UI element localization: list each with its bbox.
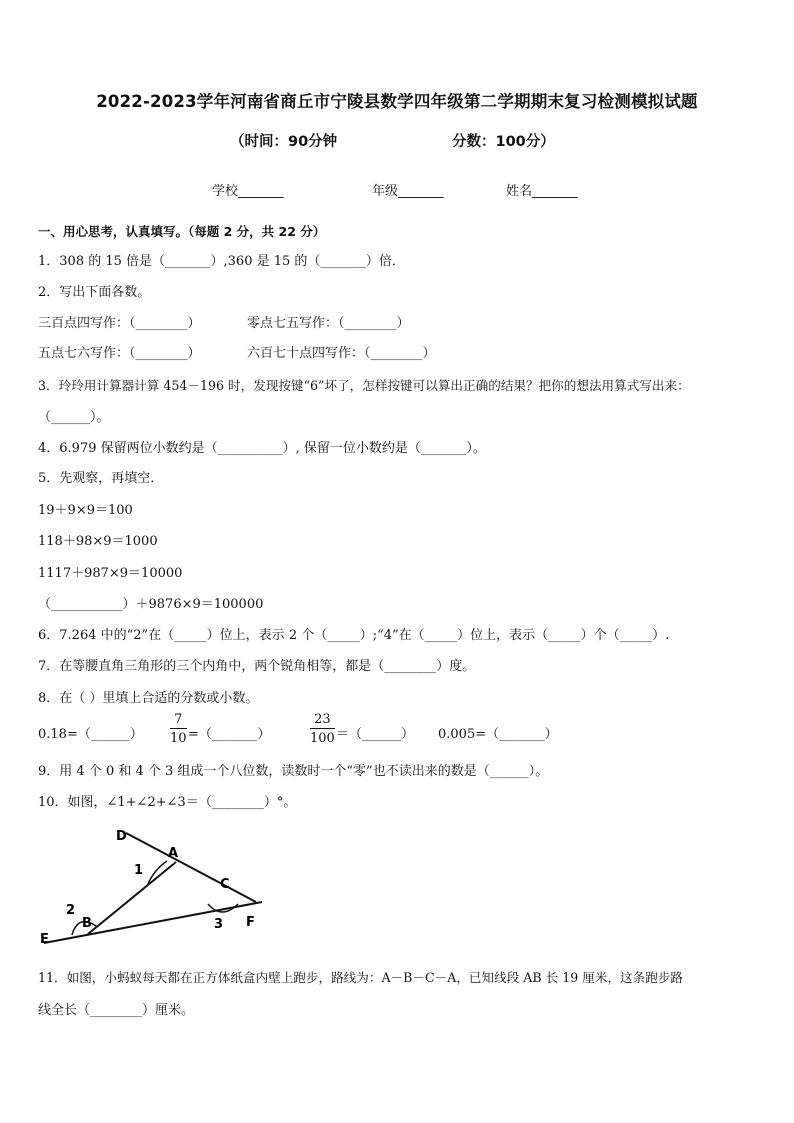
question-10: 10．如图，∠1+∠2+∠3＝（________）°。 — [38, 795, 297, 810]
label-angle-2: 2 — [66, 903, 76, 918]
question-3-line2: （______）。 — [38, 410, 110, 425]
question-2b: 零点七五写作：（________） — [247, 316, 410, 331]
question-8: 8．在（ ）里填上合适的分数或小数。 — [38, 691, 259, 706]
question-5-eq4: （___________）＋9876×9＝100000 — [38, 597, 264, 612]
fraction-bar — [170, 728, 187, 729]
question-1: 1．308 的 15 倍是（_______）,360 是 15 的（_______）倍． — [38, 254, 405, 269]
question-11-line2: 线全长（________）厘米。 — [38, 1003, 195, 1018]
question-8b: =（_______） — [188, 727, 271, 742]
question-8c: ＝（______） — [336, 727, 415, 742]
label-a: A — [168, 846, 179, 861]
question-6: 6．7.264 中的“2”在（_____）位上，表示 2 个（_____）;“4”在（_____）位上，表示（_____）个（_____）. — [38, 628, 670, 643]
line-dc — [126, 833, 256, 902]
question-9: 9．用 4 个 0 和 4 个 3 组成一个八位数，读数时一个“零”也不读出来的数是（______）。 — [38, 764, 549, 779]
label-f: F — [246, 915, 255, 930]
label-c: C — [220, 877, 230, 892]
question-7: 7．在等腰直角三角形的三个内角中，两个锐角相等，都是（________）度。 — [38, 659, 476, 674]
question-5-eq2: 118＋98×9＝1000 — [38, 534, 158, 549]
section-heading: 一、用心思考，认真填写。（每题 2 分，共 22 分） — [38, 224, 326, 239]
label-angle-1: 1 — [134, 863, 144, 878]
fraction-7-10 — [170, 712, 187, 746]
line-ef — [44, 902, 262, 943]
fraction-23-100 — [310, 712, 335, 746]
line-ba — [88, 862, 176, 934]
question-2: 2．写出下面各数。 — [38, 285, 151, 300]
name-field: 姓名_______ — [506, 184, 578, 199]
question-5-eq3: 1117＋987×9＝10000 — [38, 566, 183, 581]
question-2c: 五点七六写作：（________） — [38, 346, 201, 361]
grade-field: 年级_______ — [372, 184, 444, 199]
fraction-bar — [310, 728, 335, 729]
label-angle-3: 3 — [214, 917, 224, 932]
question-2a: 三百点四写作：（________） — [38, 316, 201, 331]
exam-time: （时间：90分钟 — [230, 134, 338, 150]
angle-figure — [36, 822, 276, 952]
label-b: B — [82, 916, 92, 931]
question-8d: 0.005=（_______） — [438, 727, 558, 742]
label-e: E — [40, 932, 49, 947]
fraction-denominator: 10 — [170, 731, 187, 746]
fraction-numerator: 7 — [174, 712, 183, 727]
question-11-line1: 11．如图，小蚂蚁每天都在正方体纸盒内壁上跑步，路线为：A－B－C－A，已知线段 AB 长 19 厘米，这条跑步路 — [38, 970, 684, 985]
question-4: 4．6.979 保留两位小数约是（__________）, 保留一位小数约是（_______）。 — [38, 441, 486, 456]
fraction-numerator: 23 — [314, 712, 331, 727]
school-field: 学校_______ — [212, 184, 284, 199]
exam-title: 2022-2023学年河南省商丘市宁陵县数学四年级第二学期期末复习检测模拟试题 — [96, 92, 698, 111]
question-8a: 0.18=（______） — [38, 727, 143, 742]
question-2d: 六百七十点四写作：（________） — [247, 346, 436, 361]
question-5: 5．先观察，再填空． — [38, 471, 164, 486]
question-3-line1: 3．玲玲用计算器计算 454－196 时，发现按键“6”坏了，怎样按键可以算出正确的结果？把你的想法用算式写出来： — [38, 378, 690, 393]
label-d: D — [116, 829, 127, 844]
question-5-eq1: 19＋9×9＝100 — [38, 503, 133, 518]
exam-score: 分数：100分） — [452, 134, 555, 150]
fraction-denominator: 100 — [310, 731, 335, 746]
